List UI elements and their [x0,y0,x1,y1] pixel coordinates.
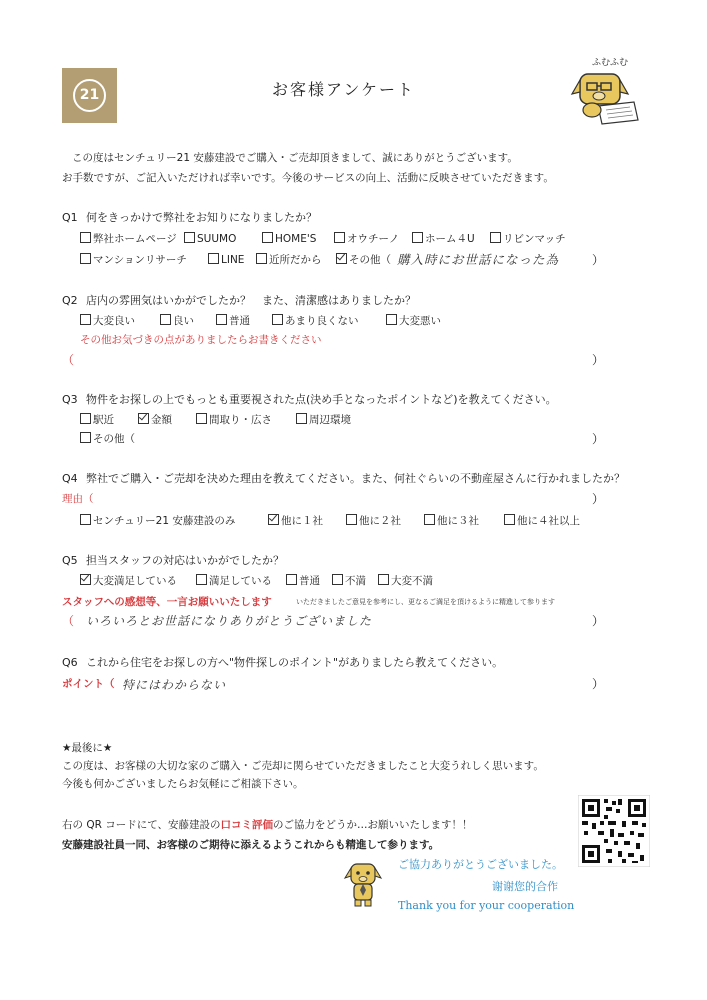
closing-heading: ★最後に★ [62,742,113,754]
q3-option-station[interactable]: 駅近 [80,413,114,427]
checkbox-icon [490,232,501,243]
q6-answer[interactable]: 特にはわからない [122,678,227,692]
q4-option-four-plus[interactable]: 他に４社以上 [504,514,580,528]
checkbox-icon [184,232,195,243]
q5-open-paren: （ [62,614,75,628]
checkbox-icon [196,413,207,424]
checkbox-icon [160,314,171,325]
q2-number: Q2 [62,294,78,307]
q5-option-very-satisfied[interactable]: 大変満足している [80,574,177,588]
q1-option-home4u[interactable]: ホーム４U [412,232,475,246]
q2-question: 店内の雰囲気はいかがでしたか？ また、清潔感はありましたか？ [86,294,416,307]
mascot-caption: ふむふむ [592,58,629,68]
q1-option-homepage[interactable]: 弊社ホームページ [80,232,177,246]
checkbox-icon [80,314,91,325]
checkbox-icon [296,413,307,424]
closing-line-2: 今後も何かございましたらお気軽にご相談下さい。 [62,778,304,790]
q1-question: 何をきっかけで弊社をお知りになりましたか？ [86,211,317,224]
intro-line-2: お手数ですが、ご記入いただければ幸いです。今後のサービスの向上、活動に反映させていただきます。 [62,172,554,184]
checkbox-icon [504,514,515,525]
q2-option-not-good[interactable]: あまり良くない [272,314,359,328]
q1-option-suumo[interactable]: SUUMO [184,232,236,246]
q1-option-nearby[interactable]: 近所だから [256,253,322,267]
q4-option-three-others[interactable]: 他に３社 [424,514,479,528]
staff-line: 安藤建設社員一同、お客様のご期待に添えるようこれからも精進して参ります。 [62,839,440,851]
century21-logo [62,68,117,123]
q1-option-mansion-research[interactable]: マンションリサーチ [80,253,187,267]
q6-close-paren: ） [592,677,605,691]
thanks-chinese: 谢谢您的合作 [492,880,558,893]
q4-option-only-ando[interactable]: センチュリー21 安藤建設のみ [80,514,235,528]
checkbox-icon [216,314,227,325]
mascot-reading-icon [570,68,640,126]
q3-close-paren: ） [592,432,605,446]
checkbox-icon [272,314,283,325]
qr-code-icon[interactable] [578,795,650,867]
q4-question: 弊社でご購入・ご売却を決めた理由を教えてください。また、何社ぐらいの不動産屋さんに行かれましたか？ [86,472,625,485]
q1-other-answer[interactable]: 購入時にお世話になった為 [397,252,560,267]
q2-option-normal[interactable]: 普通 [216,314,250,328]
thanks-english: Thank you for your cooperation [398,899,575,912]
checkbox-icon [80,232,91,243]
review-highlight: 口コミ評価 [220,819,274,831]
checked-checkbox-icon [138,413,149,424]
q5-option-satisfied[interactable]: 満足している [196,574,272,588]
checkbox-icon [334,232,345,243]
checkbox-icon [80,253,91,264]
q5-option-dissatisfied[interactable]: 不満 [332,574,366,588]
q2-close-paren: ） [592,353,605,367]
q6-number: Q6 [62,656,78,669]
q1-option-other[interactable]: その他（ [336,253,391,267]
q5-thanks-note: いただきましたご意見を参考にし、更なるご満足を頂けるように精進して参ります [296,598,555,606]
q3-option-other[interactable]: その他（ [80,432,135,446]
q4-reason-label: 理由（ [62,493,94,505]
q6-question: これから住宅をお探しの方へ"物件探しのポイント"がありましたら教えてください。 [86,656,504,669]
checkbox-icon [196,574,207,585]
page-title: お客様アンケート [272,80,416,99]
checkbox-icon [386,314,397,325]
checkbox-icon [424,514,435,525]
closing-line-1: この度は、お客様の大切な家のご購入・ご売却に関らせていただきましたこと大変うれしく思います。 [62,760,544,772]
mascot-dog-icon [343,860,383,908]
q4-number: Q4 [62,472,78,485]
q2-comment-prompt: その他お気づきの点がありましたらお書きください [80,334,322,346]
checkbox-icon [286,574,297,585]
qr-request-line: 右の QR コードにて、安藤建設の口コミ評価のご協力をどうか…お願いいたします！！ [62,819,473,831]
q2-option-very-good[interactable]: 大変良い [80,314,135,328]
checkbox-icon [346,514,357,525]
q5-thanks-prompt: スタッフへの感想等、一言お願いいたします [62,596,272,608]
checkbox-icon [332,574,343,585]
checkbox-icon [378,574,389,585]
q4-option-one-other[interactable]: 他に１社 [268,514,323,528]
thanks-japanese: ご協力ありがとうございました。 [398,858,563,871]
logo-text: 21 [79,87,100,103]
q3-option-layout[interactable]: 間取り・広さ [196,413,272,427]
q1-option-line[interactable]: LINE [208,253,244,267]
q5-option-normal[interactable]: 普通 [286,574,320,588]
checked-checkbox-icon [268,514,279,525]
q1-number: Q1 [62,211,78,224]
q3-number: Q3 [62,393,78,406]
q5-close-paren: ） [592,614,605,628]
q2-option-good[interactable]: 良い [160,314,194,328]
checked-checkbox-icon [80,574,91,585]
checkbox-icon [262,232,273,243]
q1-close-paren: ） [592,253,605,267]
q1-option-ouchino[interactable]: オウチーノ [334,232,399,246]
checkbox-icon [412,232,423,243]
q1-option-livinmatch[interactable]: リビンマッチ [490,232,566,246]
checked-checkbox-icon [336,253,347,264]
checkbox-icon [80,413,91,424]
q2-open-paren: （ [62,353,75,367]
q4-close-paren: ） [592,492,605,506]
q6-point-label: ポイント（ [62,678,115,690]
checkbox-icon [208,253,219,264]
q2-option-very-bad[interactable]: 大変悪い [386,314,441,328]
checkbox-icon [80,432,91,443]
checkbox-icon [256,253,267,264]
q3-question: 物件をお探しの上でもっとも重要視された点(決め手となったポイントなど)を教えてください。 [86,393,557,406]
q5-answer[interactable]: いろいろとお世話になりありがとうございました [86,614,373,628]
q3-option-price[interactable]: 金額 [138,413,172,427]
q3-option-environment[interactable]: 周辺環境 [296,413,351,427]
intro-line-1: この度はセンチュリー21 安藤建設でご購入・ご売却頂きまして、誠にありがとうございます。 [72,152,518,164]
checkbox-icon [80,514,91,525]
q4-option-two-others[interactable]: 他に２社 [346,514,401,528]
q1-option-homes[interactable]: HOME'S [262,232,316,246]
q5-number: Q5 [62,554,78,567]
q5-question: 担当スタッフの対応はいかがでしたか？ [86,554,284,567]
q5-option-very-dissatisfied[interactable]: 大変不満 [378,574,433,588]
